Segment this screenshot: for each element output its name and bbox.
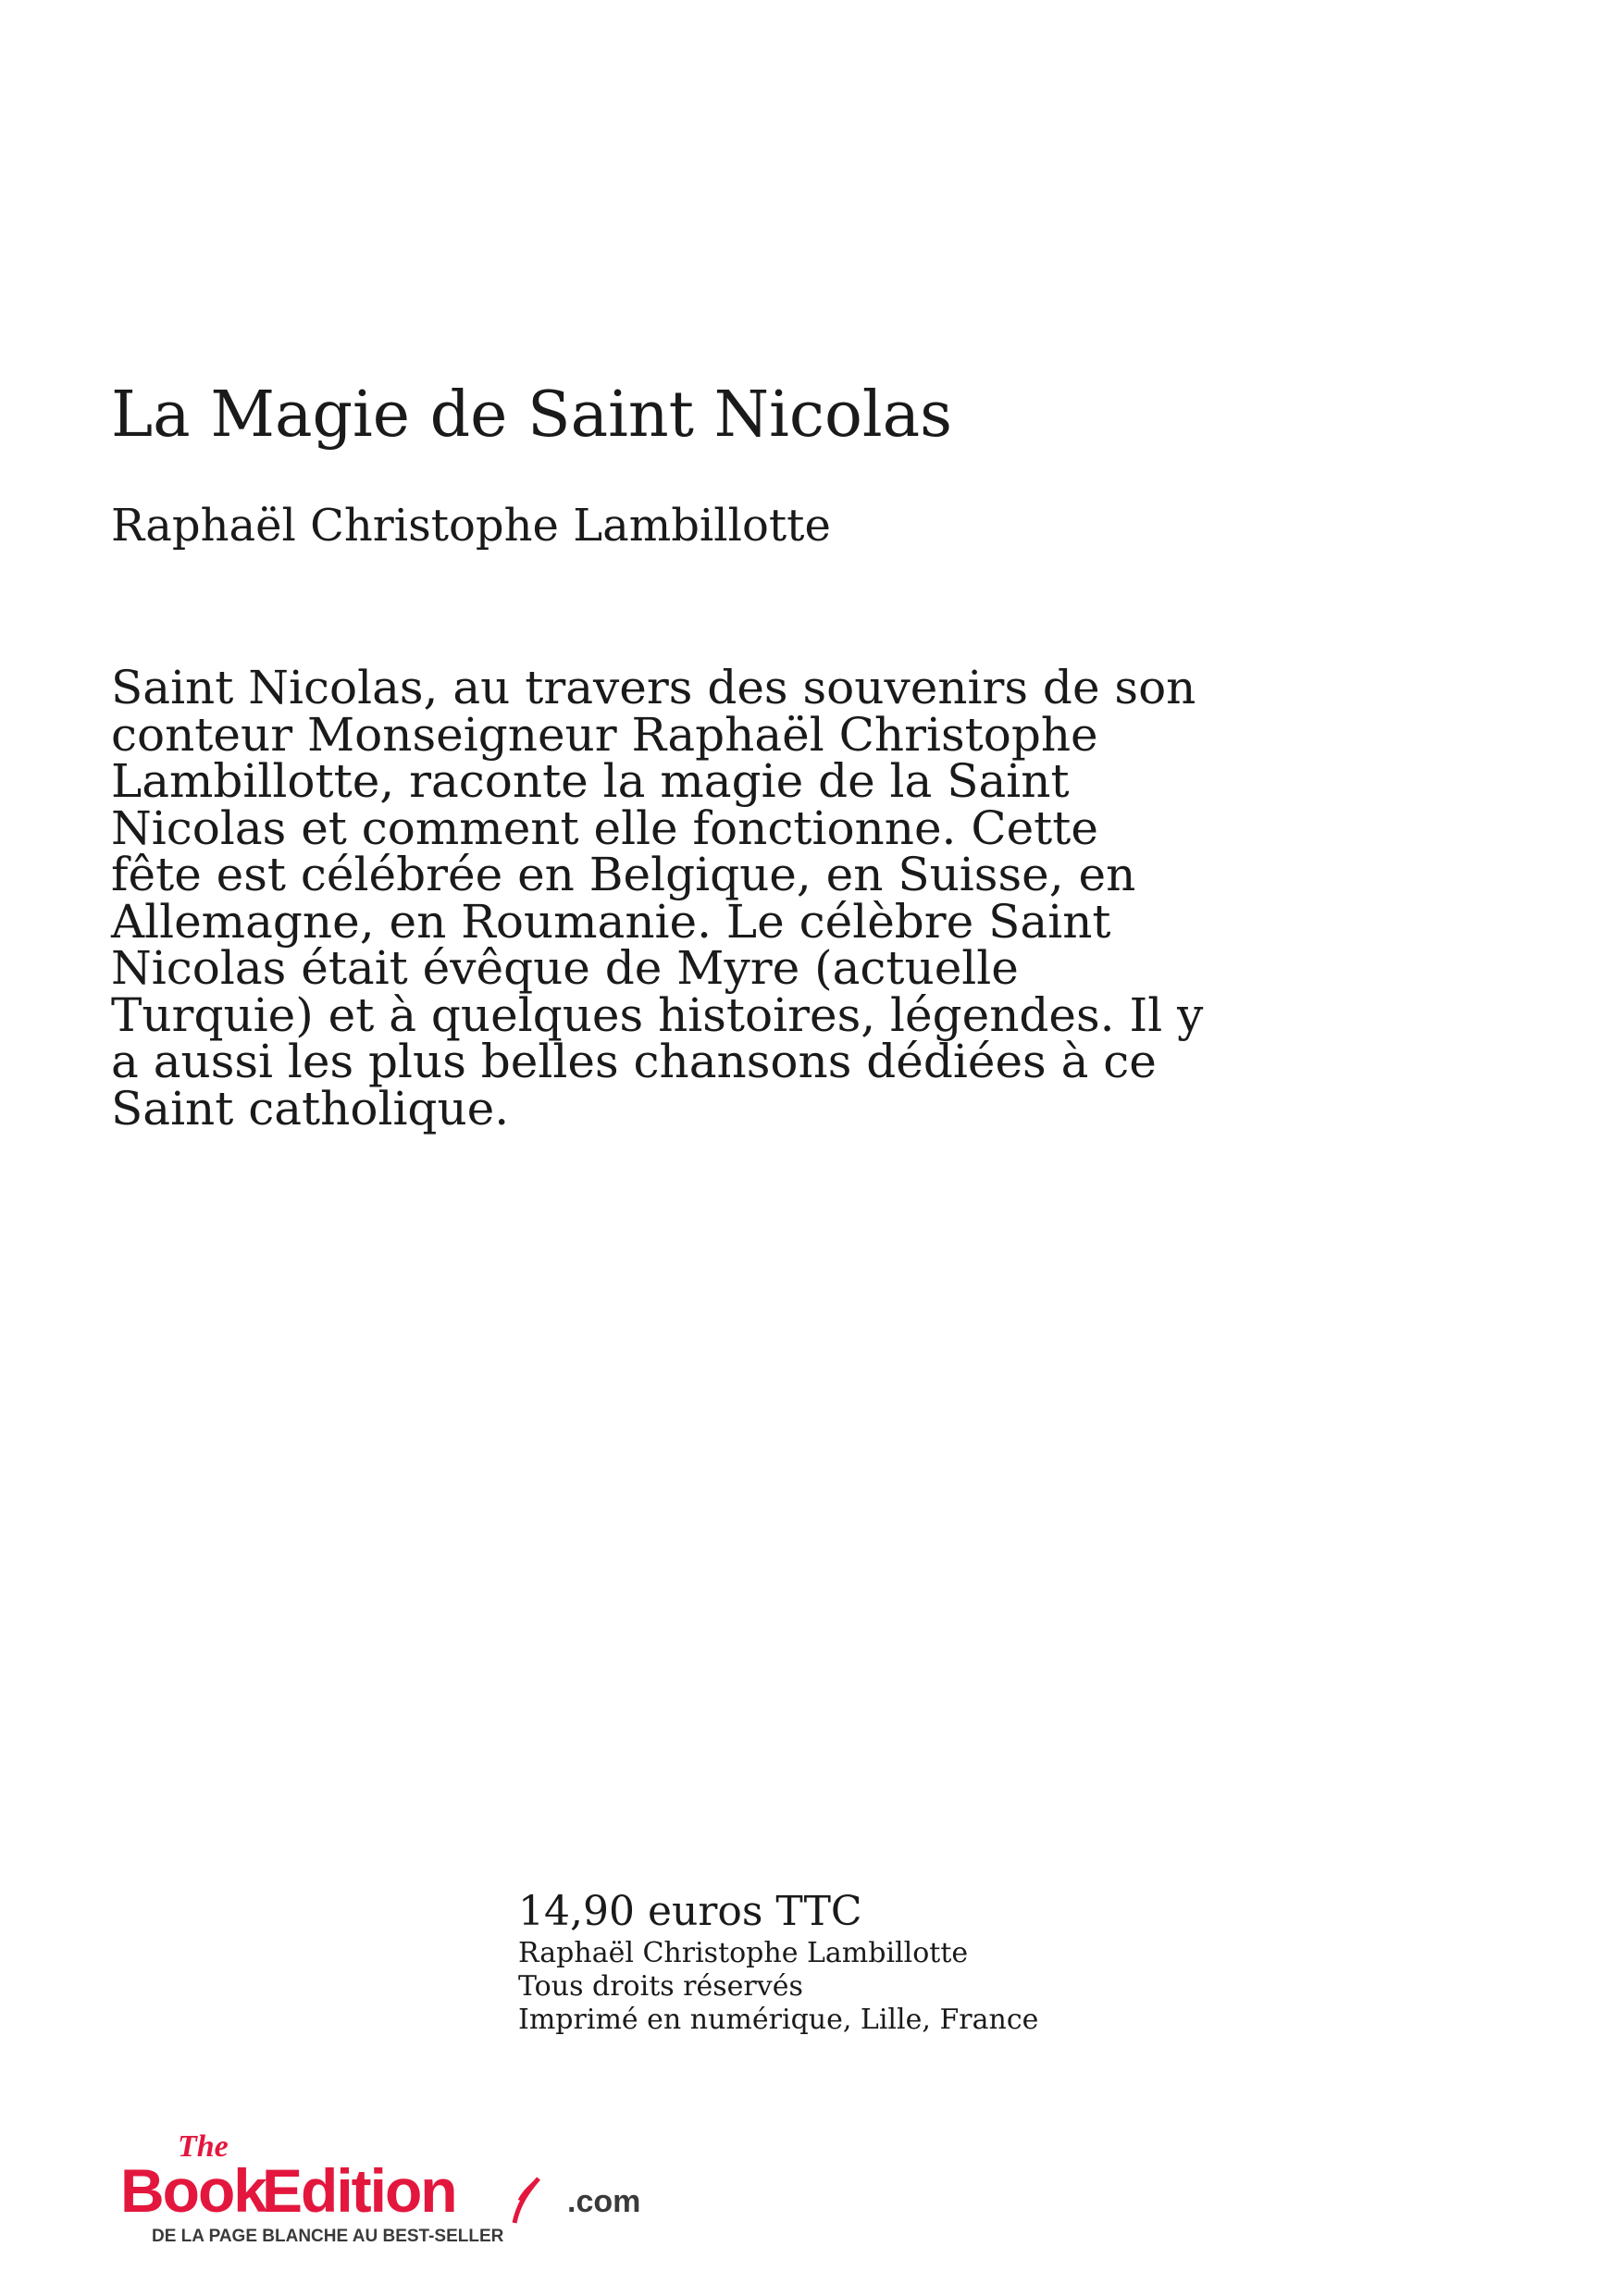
- logo-book-text: Book: [120, 2156, 266, 2225]
- book-author: Raphaël Christophe Lambillotte: [111, 500, 831, 552]
- imprint-rights: Tous droits réservés: [518, 1969, 803, 2003]
- summary-line: Allemagne, en Roumanie. Le célèbre Saint: [111, 894, 1111, 949]
- summary-line: Nicolas et comment elle fonctionne. Cette: [111, 800, 1098, 855]
- price: 14,90 euros TTC: [518, 1888, 862, 1935]
- logo-domain-text: .com: [567, 2184, 641, 2219]
- imprint-printed: Imprimé en numérique, Lille, France: [518, 2003, 1039, 2036]
- book-title: La Magie de Saint Nicolas: [111, 379, 953, 452]
- imprint-author: Raphaël Christophe Lambillotte: [518, 1936, 969, 1969]
- summary-line: Nicolas était évêque de Myre (actuelle: [111, 941, 1019, 995]
- logo-graphic: [120, 2125, 657, 2245]
- summary-line: fête est célébrée en Belgique, en Suisse, en: [111, 848, 1136, 901]
- summary-line: Lambillotte, raconte la magie de la Saint: [111, 754, 1070, 808]
- summary-line: Turquie) et à quelques histoires, légendes. Il y: [111, 987, 1204, 1042]
- book-summary: [111, 661, 1249, 1136]
- logo-tagline: DE LA PAGE BLANCHE AU BEST-SELLER: [152, 2227, 504, 2245]
- summary-line: a aussi les plus belles chansons dédiées à ce: [111, 1035, 1157, 1088]
- thebookedition-logo: [120, 2125, 657, 2245]
- imprint-block: [518, 1888, 1166, 2037]
- logo-edition-text: Edition: [262, 2156, 456, 2225]
- logo-the-text: The: [178, 2129, 229, 2164]
- quill-icon: [514, 2178, 539, 2223]
- summary-line: Saint Nicolas, au travers des souvenirs de son: [111, 661, 1196, 714]
- summary-line: conteur Monseigneur Raphaël Christophe: [111, 707, 1098, 762]
- summary-line: Saint catholique.: [111, 1081, 510, 1136]
